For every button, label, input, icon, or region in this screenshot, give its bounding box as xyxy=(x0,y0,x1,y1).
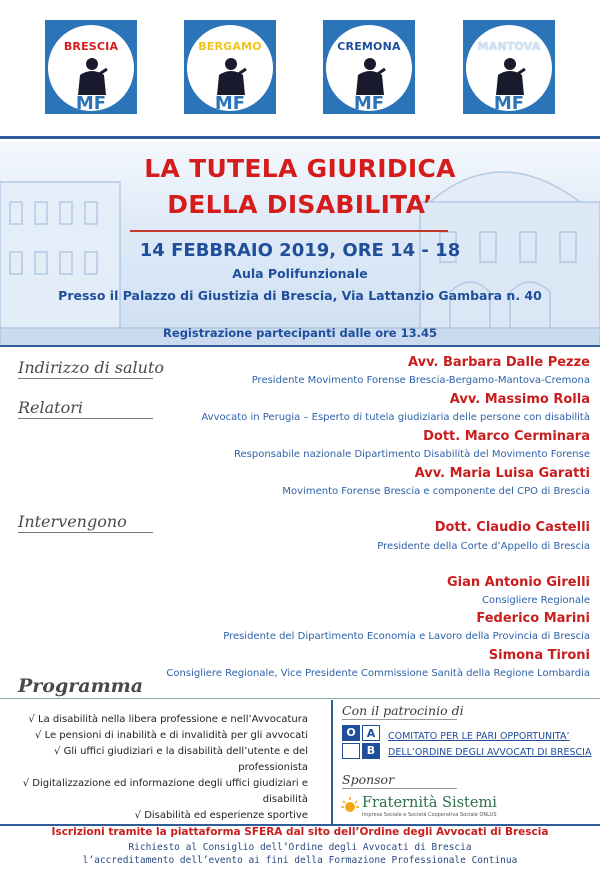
logo-mark: MF xyxy=(214,93,246,111)
logo-city: BERGAMO xyxy=(198,40,262,53)
program-item: √ La disabilità nella libera professione e nell’Avvocatura xyxy=(28,714,308,725)
logo-city: BRESCIA xyxy=(63,40,119,53)
logo-mark: MF xyxy=(353,93,385,111)
patronage-sponsor-panel xyxy=(338,701,600,823)
logo-mark: MF xyxy=(75,93,107,111)
speaker-role: Consigliere Regionale xyxy=(482,595,590,606)
logo-mark: MF xyxy=(493,93,525,111)
logo-brescia xyxy=(45,20,137,114)
event-room: Aula Polifunzionale xyxy=(232,266,368,281)
program-item: √ Gli uffici giudiziari e la disabilità dell’utente e del xyxy=(54,746,308,757)
sponsor-label: Sponsor xyxy=(342,772,395,787)
logo-bergamo xyxy=(184,20,276,114)
patronage-org-line2[interactable]: DELL’ORDINE DEGLI AVVOCATI DI BRESCIA xyxy=(388,747,592,758)
oab-letter: B xyxy=(362,743,380,759)
speaker-role: Movimento Forense Brescia e componente del CPO di Brescia xyxy=(282,486,590,497)
program-list xyxy=(0,701,330,823)
lawyer-figure-icon xyxy=(494,57,526,95)
title-underline xyxy=(130,230,448,232)
speaker-name: Avv. Massimo Rolla xyxy=(449,392,590,407)
speaker-name: Avv. Maria Luisa Garatti xyxy=(414,466,590,481)
lawyer-figure-icon xyxy=(76,57,108,95)
oab-logo xyxy=(342,725,382,761)
patronage-label: Con il patrocinio di xyxy=(342,703,464,718)
program-item: disabilità xyxy=(262,794,308,805)
lawyer-figure-icon xyxy=(215,57,247,95)
section-interventions: Intervengono xyxy=(18,512,127,531)
speaker-name: Dott. Claudio Castelli xyxy=(434,520,590,535)
event-title-line1: LA TUTELA GIURIDICA xyxy=(144,154,456,183)
program-item: professionista xyxy=(238,762,308,773)
sun-icon xyxy=(340,795,360,815)
footer-registration: Iscrizioni tramite la piattaforma SFERA dal sito dell’Ordine degli Avvocati di Brescia xyxy=(51,826,549,838)
divider xyxy=(331,700,333,824)
event-date: 14 FEBBRAIO 2019, ORE 14 - 18 xyxy=(139,240,461,261)
speaker-name: Dott. Marco Cerminara xyxy=(423,429,590,444)
speaker-role: Presidente del Dipartimento Economia e Lavoro della Provincia di Brescia xyxy=(223,631,590,642)
speaker-role: Responsabile nazionale Dipartimento Disabilità del Movimento Forense xyxy=(234,449,590,460)
footer-accreditation-line1: Richiesto al Consiglio dell’Ordine degli Avvocati di Brescia xyxy=(128,842,472,853)
program-title: Programma xyxy=(18,675,144,697)
logo-cremona xyxy=(323,20,415,114)
divider xyxy=(0,345,600,347)
program-item: √ Disabilità ed esperienze sportive xyxy=(134,810,308,821)
program-item: √ Digitalizzazione ed informazione degli uffici giudiziari e xyxy=(22,778,308,789)
registration-time: Registrazione partecipanti dalle ore 13.45 xyxy=(163,326,437,340)
speaker-name: Gian Antonio Girelli xyxy=(446,575,590,590)
event-venue: Presso il Palazzo di Giustizia di Brescia, Via Lattanzio Gambara n. 40 xyxy=(58,288,542,303)
speaker-role: Avvocato in Perugia – Esperto di tutela giudiziaria delle persone con disabilità xyxy=(201,412,590,423)
logo-mantova xyxy=(463,20,555,114)
speaker-role: Consigliere Regionale, Vice Presidente Commissione Sanità della Regione Lombardia xyxy=(166,668,590,679)
speaker-role: Presidente della Corte d’Appello di Brescia xyxy=(377,541,590,552)
oab-blank xyxy=(342,743,360,759)
section-speakers: Relatori xyxy=(18,398,83,417)
footer-accreditation-line2: l’accreditamento dell’evento ai fini della Formazione Professionale Continua xyxy=(82,855,518,866)
header-banner xyxy=(0,142,600,346)
program-item: √ Le pensioni di inabilità e di invalidità per gli avvocati xyxy=(35,730,308,741)
divider xyxy=(0,136,600,139)
patronage-org-line1[interactable]: COMITATO PER LE PARI OPPORTUNITA’ xyxy=(388,731,570,742)
section-greeting: Indirizzo di saluto xyxy=(18,358,165,377)
logo-city: MANTOVA xyxy=(477,40,541,53)
divider xyxy=(0,698,600,699)
speaker-name: Federico Marini xyxy=(476,611,590,626)
logo-city: CREMONA xyxy=(337,40,401,53)
speaker-name: Simona Tironi xyxy=(488,648,590,663)
oab-letter: A xyxy=(362,725,380,741)
logos-row xyxy=(0,0,600,138)
speaker-name: Avv. Barbara Dalle Pezze xyxy=(408,355,590,370)
event-title-line2: DELLA DISABILITA’ xyxy=(167,190,433,219)
lawyer-figure-icon xyxy=(354,57,386,95)
speaker-role: Presidente Movimento Forense Brescia-Bergamo-Mantova-Cremona xyxy=(251,375,590,386)
oab-letter: O xyxy=(342,725,360,741)
sponsor-subtitle: Impresa Sociale e Società Cooperativa Sociale ONLUS xyxy=(362,812,497,818)
sponsor-name: Fraternità Sistemi xyxy=(362,795,497,811)
